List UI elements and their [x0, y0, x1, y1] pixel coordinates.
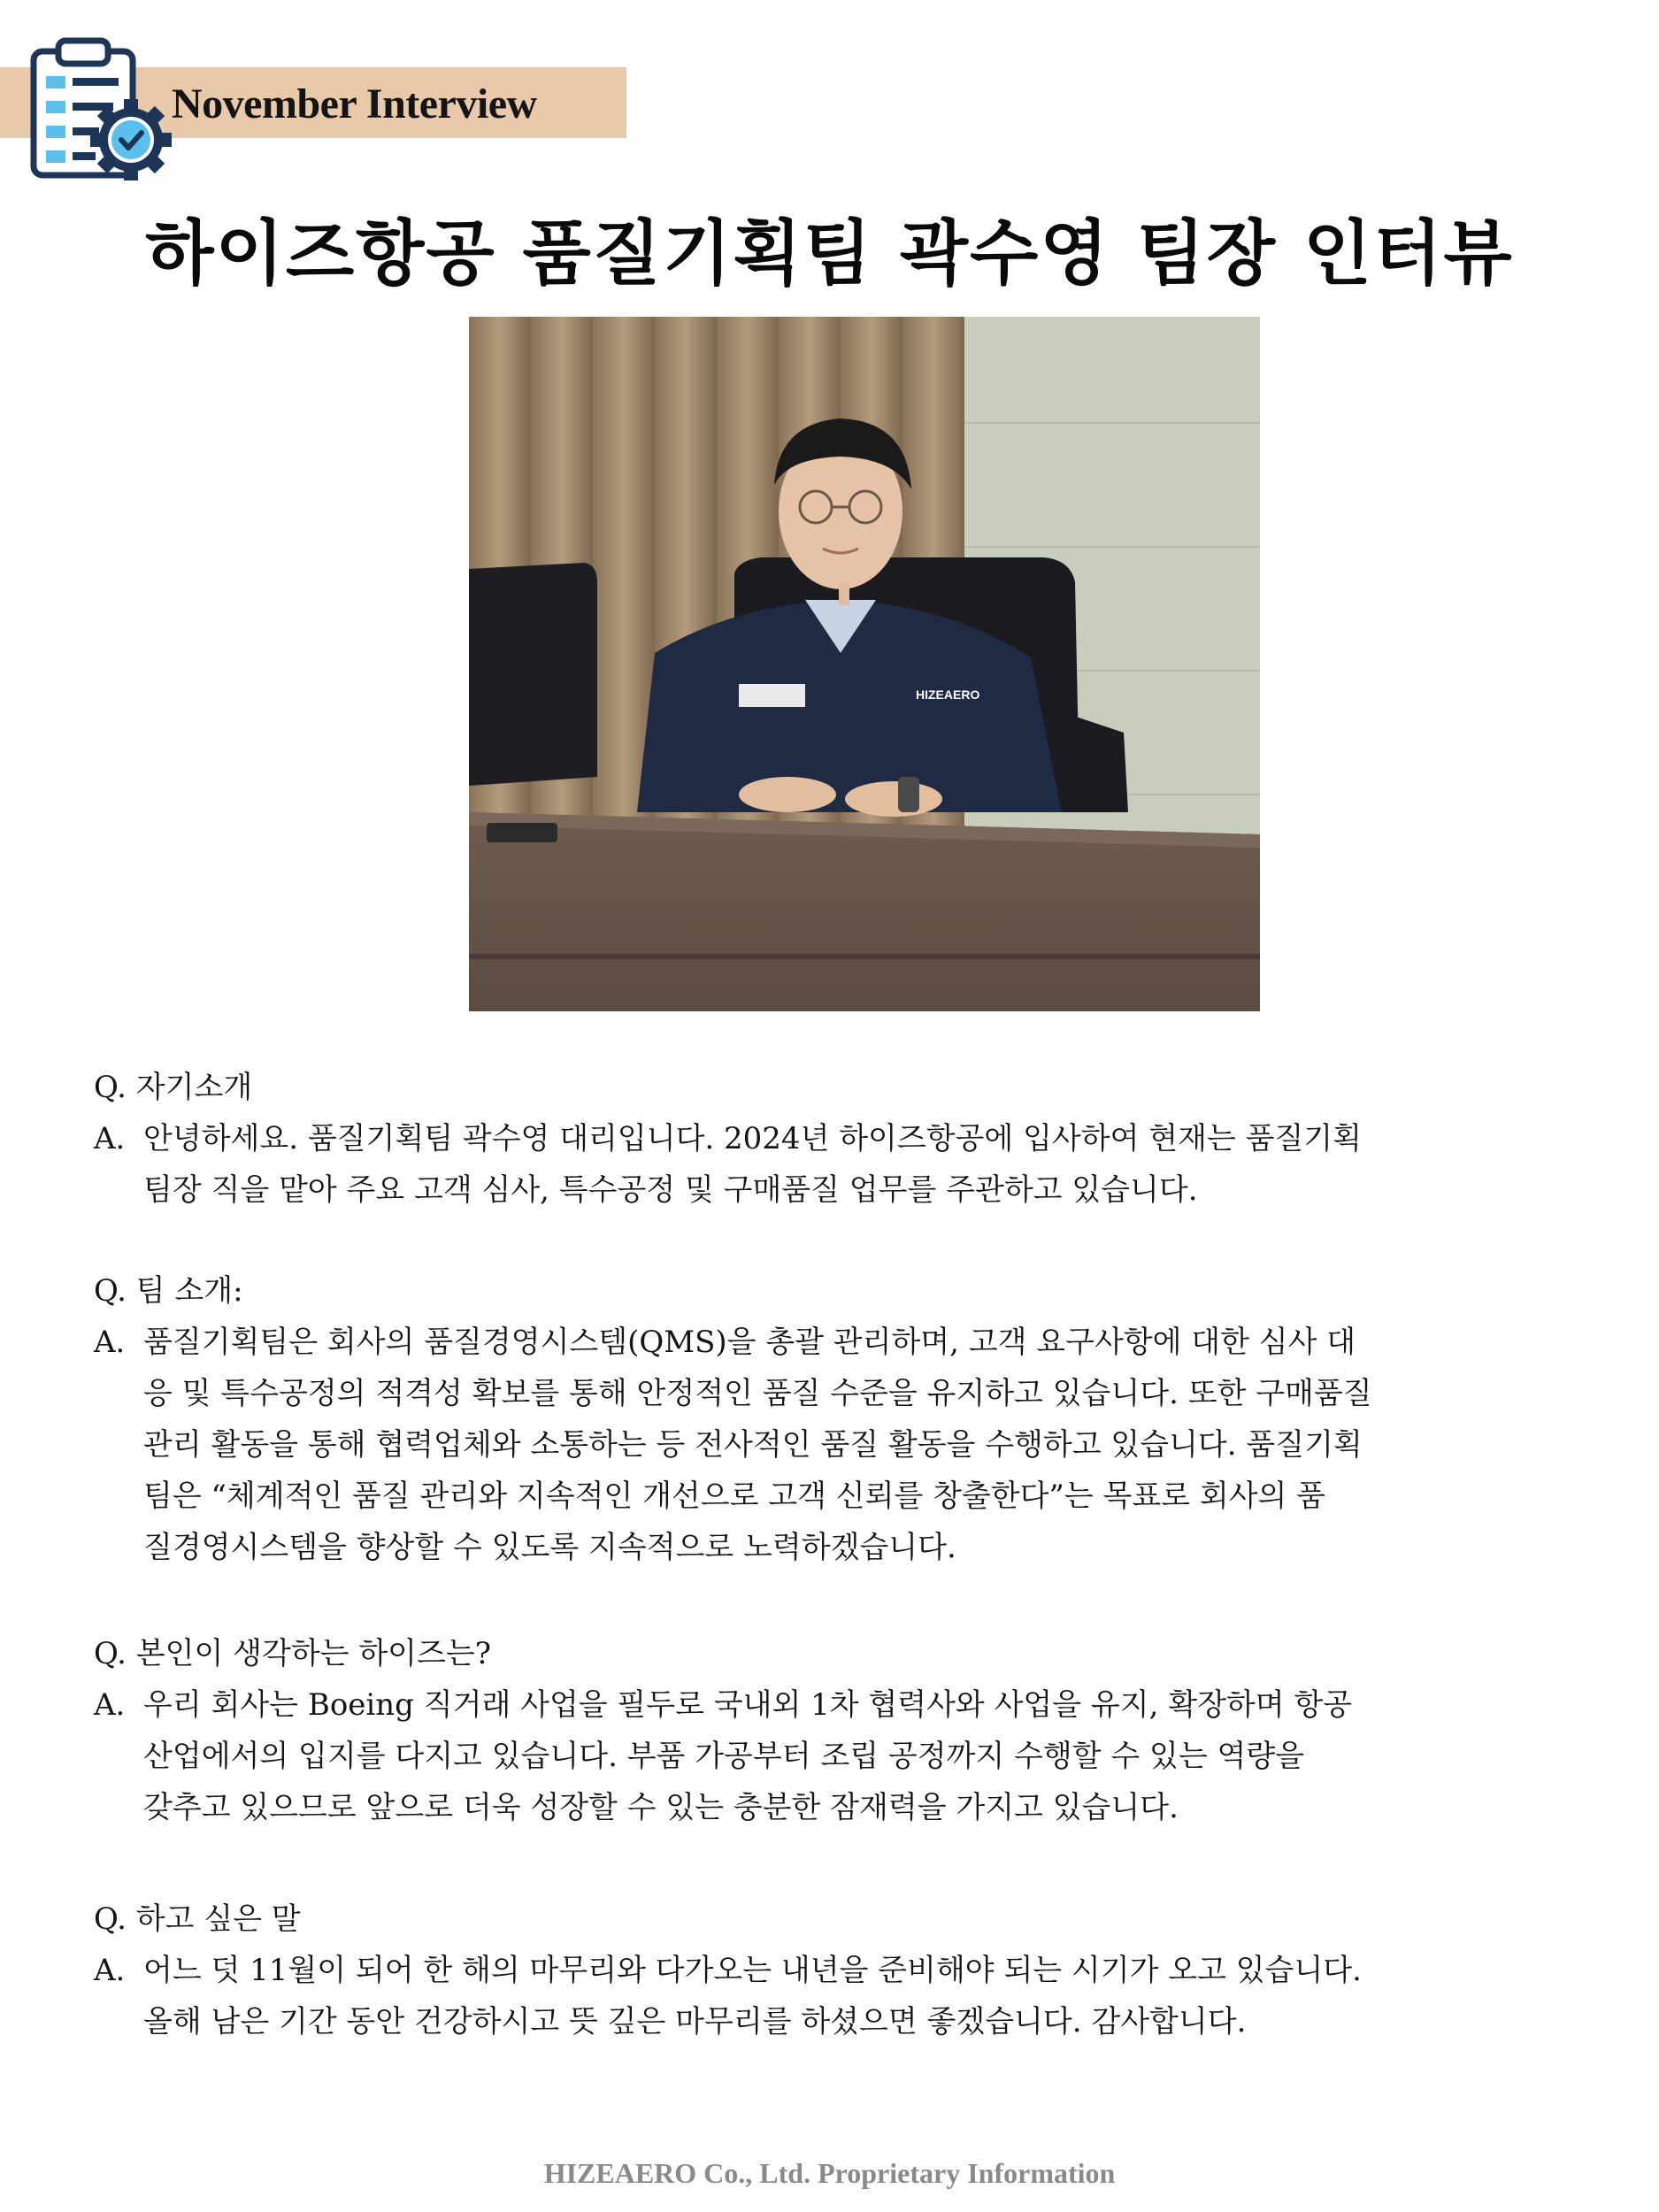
banner-label: November Interview — [172, 81, 537, 127]
answer-line: 우리 회사는 Boeing 직거래 사업을 필두로 국내외 1차 협력사와 사업을 유지, 확장하며 항공 — [143, 1687, 1353, 1723]
answer-line: 어느 덧 11월이 되어 한 해의 마무리와 다가오는 내년을 준비해야 되는 시기가 오고 있습니다. — [143, 1953, 1362, 1988]
portrait-photo — [469, 317, 1260, 1011]
answer-block — [94, 1317, 1598, 1573]
answer-marker: A. — [94, 1953, 126, 1988]
qa-section-intro — [94, 1062, 1598, 1216]
answer-block — [94, 1113, 1598, 1216]
qa-section-team — [94, 1265, 1598, 1573]
question-heading: Q. 팀 소개: — [94, 1273, 243, 1309]
answer-line: 응 및 특수공정의 적격성 확보를 통해 안정적인 품질 수준을 유지하고 있습니다. 또한 구매품질 — [143, 1376, 1372, 1411]
answer-line: 품질기획팀은 회사의 품질경영시스템(QMS)을 총괄 관리하며, 고객 요구사항에 대한 심사 대 — [143, 1325, 1356, 1360]
jacket-logo: HIZEAERO — [916, 687, 980, 702]
answer-marker: A. — [94, 1687, 126, 1723]
answer-marker: A. — [94, 1325, 126, 1360]
answer-line: 올해 남은 기간 동안 건강하시고 뜻 깊은 마무리를 하셨으면 좋겠습니다. 감사합니다. — [143, 2004, 1247, 2039]
answer-line: 안녕하세요. 품질기획팀 곽수영 대리입니다. 2024년 하이즈항공에 입사하여 현재는 품질기획 — [143, 1121, 1362, 1156]
question-heading: Q. 자기소개 — [94, 1070, 253, 1105]
answer-line: 관리 활동을 통해 협력업체와 소통하는 등 전사적인 품질 활동을 수행하고 있습니다. 품질기획 — [143, 1427, 1363, 1463]
answer-line: 질경영시스템을 향상할 수 있도록 지속적으로 노력하겠습니다. — [143, 1530, 956, 1565]
qa-section-hizeaero — [94, 1628, 1598, 1833]
answer-block — [94, 1679, 1598, 1833]
footer-proprietary-notice: HIZEAERO Co., Ltd. Proprietary Information — [543, 2157, 1116, 2189]
answer-line: 산업에서의 입지를 다지고 있습니다. 부품 가공부터 조립 공정까지 수행할 수 있는 역량을 — [143, 1739, 1305, 1774]
clipboard-gear-check-icon — [27, 35, 177, 186]
qa-section-closing — [94, 1893, 1598, 2047]
question-heading: Q. 본인이 생각하는 하이즈는? — [94, 1636, 491, 1671]
question-heading: Q. 하고 싶은 말 — [94, 1901, 301, 1937]
answer-line: 팀장 직을 맡아 주요 고객 심사, 특수공정 및 구매품질 업무를 주관하고 있습니다. — [143, 1172, 1198, 1208]
page-title: 하이즈항공 품질기획팀 곽수영 팀장 인터뷰 — [145, 212, 1514, 295]
answer-line: 갖추고 있으므로 앞으로 더욱 성장할 수 있는 충분한 잠재력을 가지고 있습니다. — [143, 1790, 1179, 1825]
answer-marker: A. — [94, 1121, 126, 1156]
answer-line: 팀은 “체계적인 품질 관리와 지속적인 개선으로 고객 신뢰를 창출한다”는 목표로 회사의 품 — [143, 1479, 1326, 1514]
answer-block — [94, 1945, 1598, 2047]
